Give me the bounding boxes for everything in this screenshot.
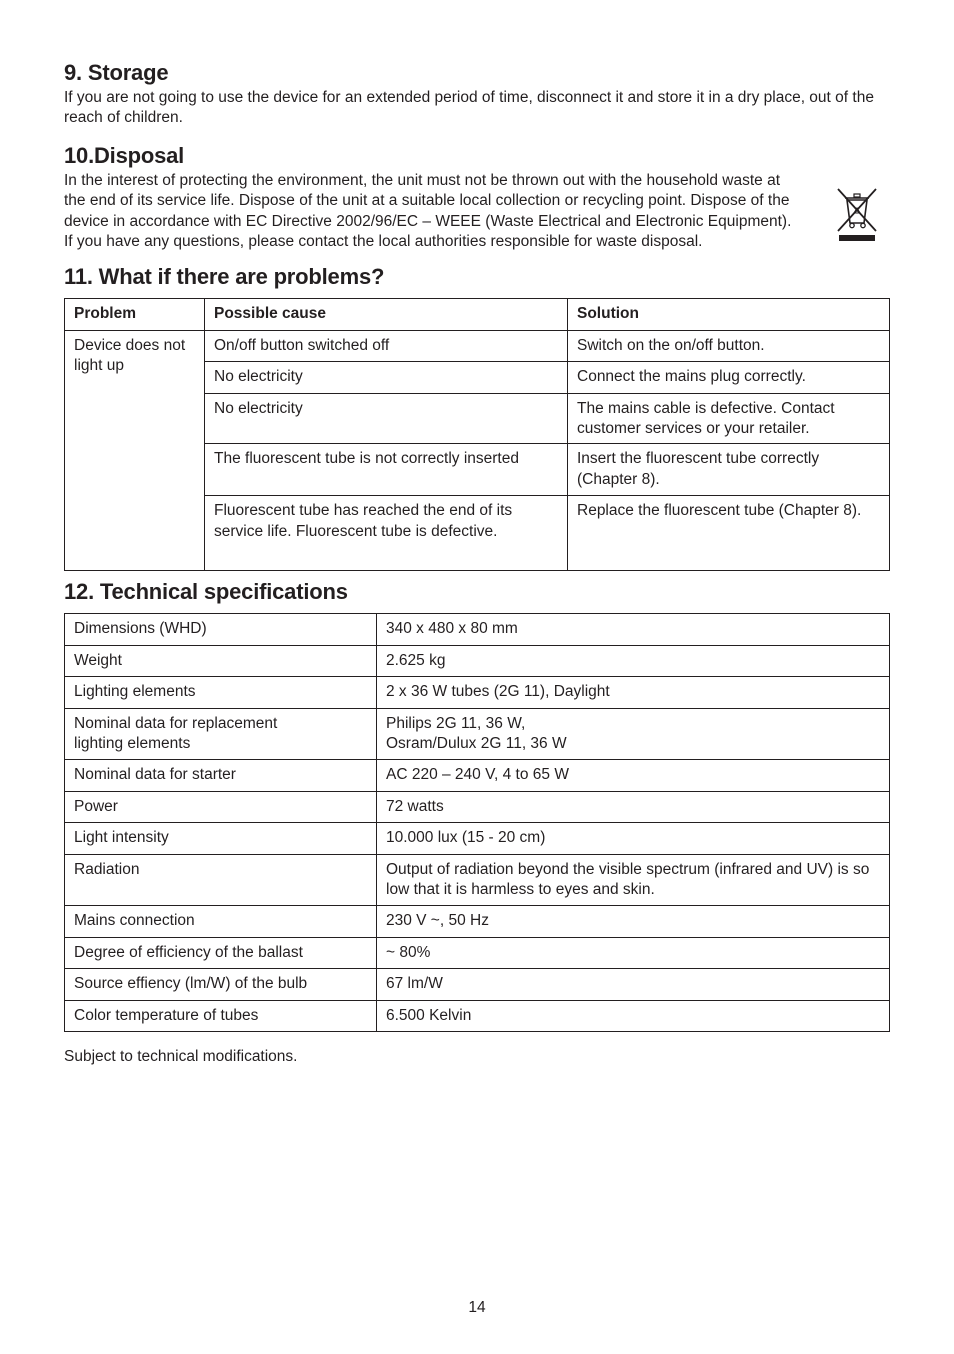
header-possible-cause: Possible cause (205, 299, 568, 330)
spec-label: Nominal data for starter (65, 760, 377, 791)
spec-label: Radiation (65, 854, 377, 906)
table-row (65, 854, 890, 906)
specs-heading: 12. Technical specifications (64, 579, 348, 605)
spec-value: Philips 2G 11, 36 W, Osram/Dulux 2G 11, 36 W (377, 708, 890, 760)
solution-cell: Replace the fluorescent tube (Chapter 8). (568, 496, 890, 571)
page-number: 14 (468, 1299, 486, 1316)
table-header-row (65, 299, 890, 330)
spec-value: ~ 80% (377, 937, 890, 968)
solution-cell: Switch on the on/off button. (568, 330, 890, 361)
table-row (65, 330, 890, 361)
table-row (65, 677, 890, 708)
spec-label: Weight (65, 645, 377, 676)
spec-value: AC 220 – 240 V, 4 to 65 W (377, 760, 890, 791)
table-row (65, 823, 890, 854)
storage-text: If you are not going to use the device for an extended period of time, disconnect it and store it in a dry place, out of the reach of children. (64, 89, 874, 127)
spec-label: Light intensity (65, 823, 377, 854)
manual-page (64, 58, 890, 1067)
disposal-heading: 10.Disposal (64, 142, 185, 168)
problems-section (64, 262, 890, 571)
spec-label: Color temperature of tubes (65, 1000, 377, 1031)
crossed-out-wheelie-bin-icon (834, 185, 880, 245)
specs-section (64, 577, 890, 1067)
problems-table (64, 298, 890, 571)
spec-value: 67 lm/W (377, 969, 890, 1000)
disposal-section (64, 141, 890, 253)
spec-label: Nominal data for replacement lighting elements (65, 708, 377, 760)
solution-cell: Insert the fluorescent tube correctly (Chapter 8). (568, 444, 890, 496)
cause-cell: On/off button switched off (205, 330, 568, 361)
spec-label: Power (65, 791, 377, 822)
specs-table (64, 613, 890, 1032)
solution-cell: Connect the mains plug correctly. (568, 362, 890, 393)
spec-value: 72 watts (377, 791, 890, 822)
spec-value: 6.500 Kelvin (377, 1000, 890, 1031)
spec-value: 10.000 lux (15 - 20 cm) (377, 823, 890, 854)
solution-cell: The mains cable is defective. Contact customer services or your retailer. (568, 393, 890, 444)
header-problem: Problem (65, 299, 205, 330)
spec-value: 340 x 480 x 80 mm (377, 614, 890, 645)
table-row (65, 760, 890, 791)
storage-heading: 9. Storage (64, 60, 169, 85)
cause-cell: Fluorescent tube has reached the end of its service life. Fluorescent tube is defective. (205, 496, 568, 571)
spec-value: 2 x 36 W tubes (2G 11), Daylight (377, 677, 890, 708)
table-row (65, 906, 890, 937)
disposal-text: In the interest of protecting the environment, the unit must not be thrown out with the household waste at the end of its service life. Dispose of the unit at a suitable local collection or recycling point. Dispose of the device in accordance with EC Directive 2002/96/EC – WEEE (Waste Electrical and Electronic Equipment). If you have any questions, please contact the local authorities responsible for waste disposal. (64, 171, 792, 251)
table-row (65, 614, 890, 645)
cause-cell: The fluorescent tube is not correctly inserted (205, 444, 568, 496)
spec-value: 2.625 kg (377, 645, 890, 676)
table-row (65, 645, 890, 676)
spec-value: 230 V ~, 50 Hz (377, 906, 890, 937)
cause-cell: No electricity (205, 362, 568, 393)
spec-label: Lighting elements (65, 677, 377, 708)
storage-section (64, 58, 890, 129)
spec-label: Source effiency (lm/W) of the bulb (65, 969, 377, 1000)
spec-label: Dimensions (WHD) (65, 614, 377, 645)
footnote: Subject to technical modifications. (64, 1047, 298, 1065)
table-row (65, 1000, 890, 1031)
table-row (65, 791, 890, 822)
table-row (65, 937, 890, 968)
cause-cell: No electricity (205, 393, 568, 444)
spec-label: Degree of efficiency of the ballast (65, 937, 377, 968)
problem-cell: Device does not light up (65, 330, 205, 570)
spec-value: Output of radiation beyond the visible spectrum (infrared and UV) is so low that it is harmless to eyes and skin. (377, 854, 890, 906)
table-row (65, 969, 890, 1000)
problems-heading: 11. What if there are problems? (64, 264, 385, 290)
header-solution: Solution (568, 299, 890, 330)
spec-label: Mains connection (65, 906, 377, 937)
table-row (65, 708, 890, 760)
